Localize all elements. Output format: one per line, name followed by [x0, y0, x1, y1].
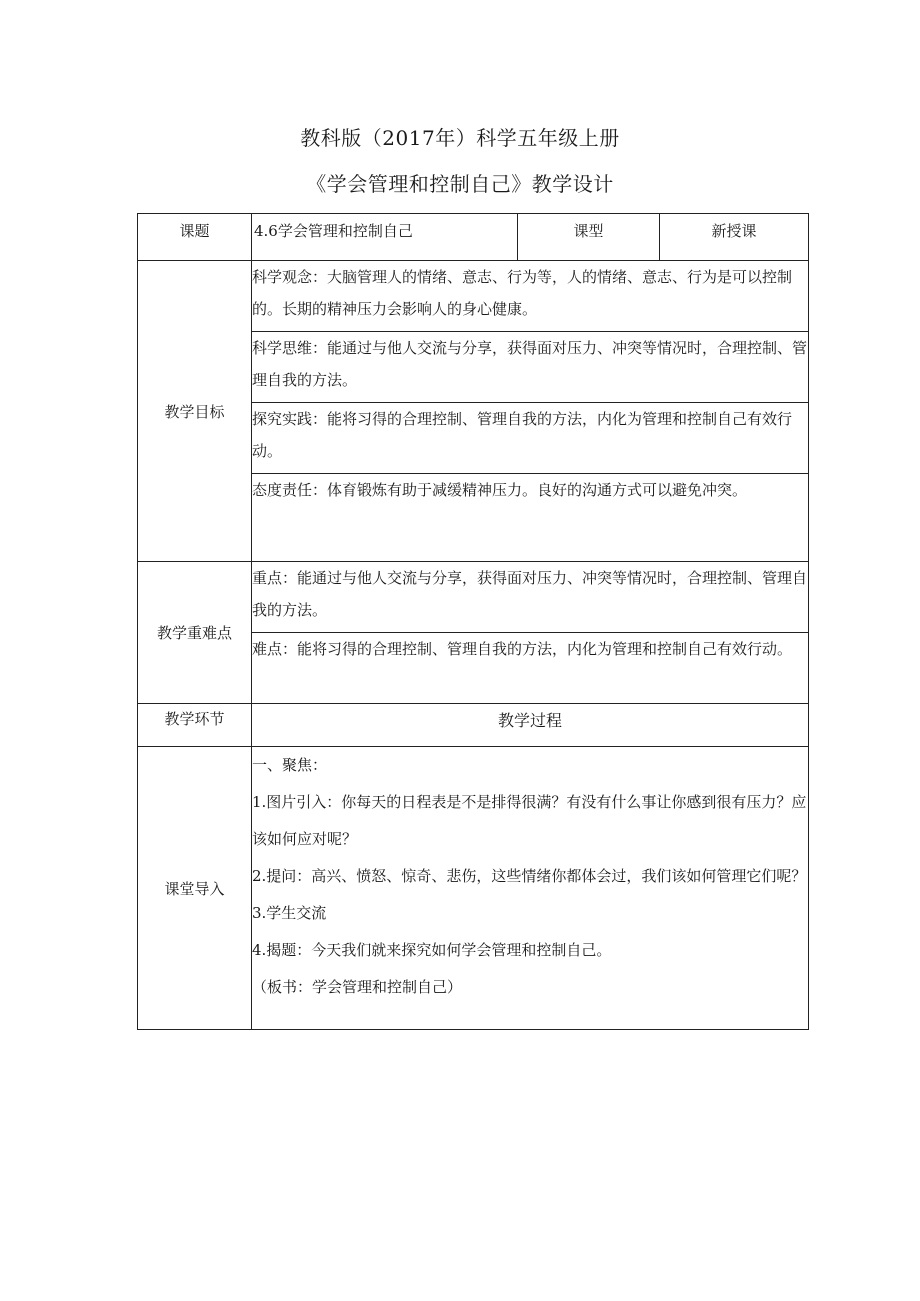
objective-row-1 [138, 261, 809, 332]
objective-science-thinking: 科学思维：能通过与他人交流与分享，获得面对压力、冲突等情况时，合理控制、管理自我的方法。 [252, 332, 809, 403]
objective-science-concept: 科学观念：大脑管理人的情绪、意志、行为等，人的情绪、意志、行为是可以控制的。长期的精神压力会影响人的身心健康。 [252, 261, 809, 332]
intro-line-board: （板书：学会管理和控制自己） [252, 978, 463, 996]
objectives-label: 教学目标 [138, 261, 252, 562]
intro-line-question: 2.提问：高兴、愤怒、惊奇、悲伤，这些情绪你都体会过，我们该如何管理它们呢？ [252, 867, 807, 885]
process-label: 教学过程 [252, 704, 809, 747]
intro-line-focus: 一、聚焦： [252, 756, 328, 774]
header-row [138, 214, 809, 261]
stage-label: 教学环节 [138, 704, 252, 747]
difficult-point: 难点：能将习得的合理控制、管理自我的方法，内化为管理和控制自己有效行动。 [252, 633, 809, 704]
intro-line-discussion: 3.学生交流 [252, 904, 327, 922]
intro-line-picture: 1.图片引入：你每天的日程表是不是排得很满？有没有什么事让你感到很有压力？应该如何应对呢？ [252, 793, 807, 848]
intro-row [138, 747, 809, 1030]
objective-inquiry-practice: 探究实践：能将习得的合理控制、管理自我的方法，内化为管理和控制自己有效行动。 [252, 403, 809, 474]
objective-attitude-responsibility: 态度责任：体育锻炼有助于减缓精神压力。良好的沟通方式可以避免冲突。 [252, 474, 809, 562]
lesson-plan-table [137, 213, 809, 1030]
type-value: 新授课 [660, 214, 809, 261]
document-title: 教科版（2017年）科学五年级上册 [300, 126, 620, 150]
document-subtitle: 《学会管理和控制自己》教学设计 [306, 172, 614, 196]
topic-label: 课题 [138, 214, 252, 261]
type-label: 课型 [518, 214, 660, 261]
intro-line-topic: 4.揭题：今天我们就来探究如何学会管理和控制自己。 [252, 941, 612, 959]
section-header-row [138, 704, 809, 747]
topic-value: 4.6学会管理和控制自己 [252, 214, 518, 261]
key-points-label: 教学重难点 [138, 562, 252, 704]
intro-label: 课堂导入 [138, 747, 252, 1030]
key-point: 重点：能通过与他人交流与分享，获得面对压力、冲突等情况时，合理控制、管理自我的方法。 [252, 562, 809, 633]
intro-content [252, 747, 809, 1030]
key-point-row-1 [138, 562, 809, 633]
